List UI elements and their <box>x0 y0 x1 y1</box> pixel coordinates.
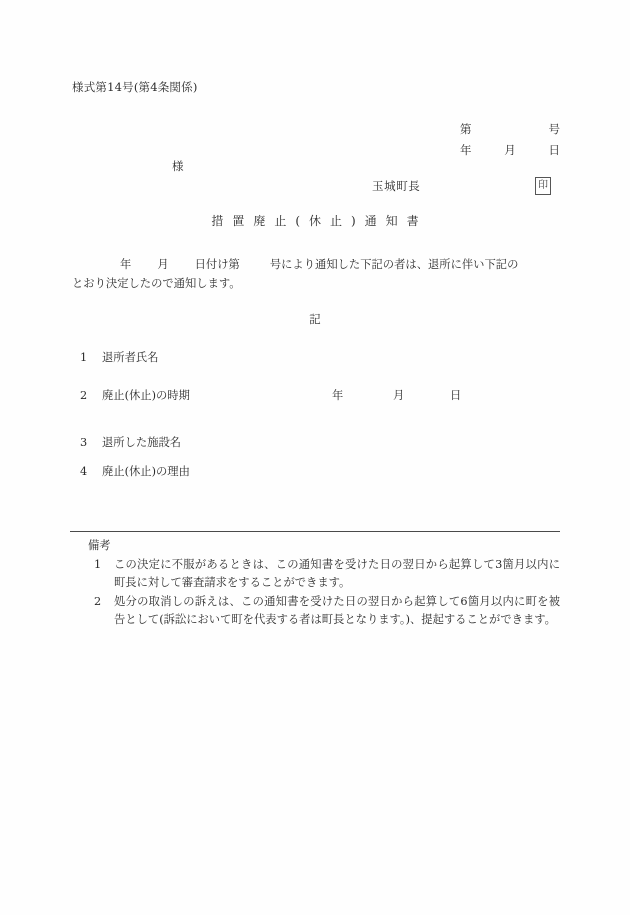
issuer-name: 玉城町長 <box>372 179 421 193</box>
document-date-year-label: 年 <box>460 143 472 157</box>
form-item-4-label: 廃止(休止)の理由 <box>102 465 190 478</box>
form-item-3-number: 3 <box>80 436 88 449</box>
form-item-2-month-label: 月 <box>393 389 405 402</box>
form-item-2-label: 廃止(休止)の時期 <box>102 389 190 402</box>
addressee-honorific: 様 <box>172 159 184 173</box>
note-item-2 <box>88 593 560 629</box>
document-date-row <box>460 142 560 158</box>
form-item-3 <box>80 434 560 450</box>
body-day-label: 日付け第 <box>194 258 240 271</box>
body-paragraph <box>72 255 562 293</box>
note-item-1-number: 1 <box>94 558 102 571</box>
form-item-2-year-label: 年 <box>332 389 344 402</box>
body-year-label: 年 <box>120 258 132 271</box>
notes-divider <box>70 531 560 532</box>
seal-box <box>535 177 551 195</box>
note-item-1 <box>88 556 560 592</box>
note-item-2-text: 処分の取消しの訴えは、この通知書を受けた日の翌日から起算して6箇月以内に町を被告として(訴訟において町を代表する者は町長となります。)、提起することができます。 <box>114 595 560 626</box>
form-item-2-number: 2 <box>80 389 88 402</box>
notes-heading: 備考 <box>88 539 111 552</box>
document-date-month-label: 月 <box>504 143 516 157</box>
body-month-label: 月 <box>157 258 169 271</box>
form-item-3-label: 退所した施設名 <box>102 436 182 449</box>
note-item-1-text: この決定に不服があるときは、この通知書を受けた日の翌日から起算して3箇月以内に町長に対して審査請求をすることができます。 <box>114 558 560 589</box>
document-number-prefix: 第 <box>460 122 472 136</box>
document-number-row <box>460 121 560 137</box>
page-title: 措置廃止(休止)通知書 <box>211 214 428 228</box>
form-item-4-number: 4 <box>80 465 88 478</box>
seal-label: 印 <box>538 180 548 191</box>
record-marker: 記 <box>309 312 321 326</box>
form-item-1 <box>80 349 560 365</box>
note-item-2-number: 2 <box>94 595 102 608</box>
form-item-1-number: 1 <box>80 351 88 364</box>
form-number: 様式第14号(第4条関係) <box>72 80 198 94</box>
form-item-2-day-label: 日 <box>450 389 462 402</box>
form-item-4 <box>80 463 560 479</box>
form-item-2 <box>80 387 560 403</box>
document-number-suffix: 号 <box>548 122 560 136</box>
form-item-1-label: 退所者氏名 <box>102 351 159 364</box>
body-number-unit: 号により通知した下記の者は、退所に伴い下記の <box>269 258 519 271</box>
document-date-day-label: 日 <box>548 143 560 157</box>
notes-section <box>88 538 560 630</box>
form-item-2-date-fields <box>332 387 461 403</box>
body-continuation: とおり決定したので通知します。 <box>72 277 241 290</box>
